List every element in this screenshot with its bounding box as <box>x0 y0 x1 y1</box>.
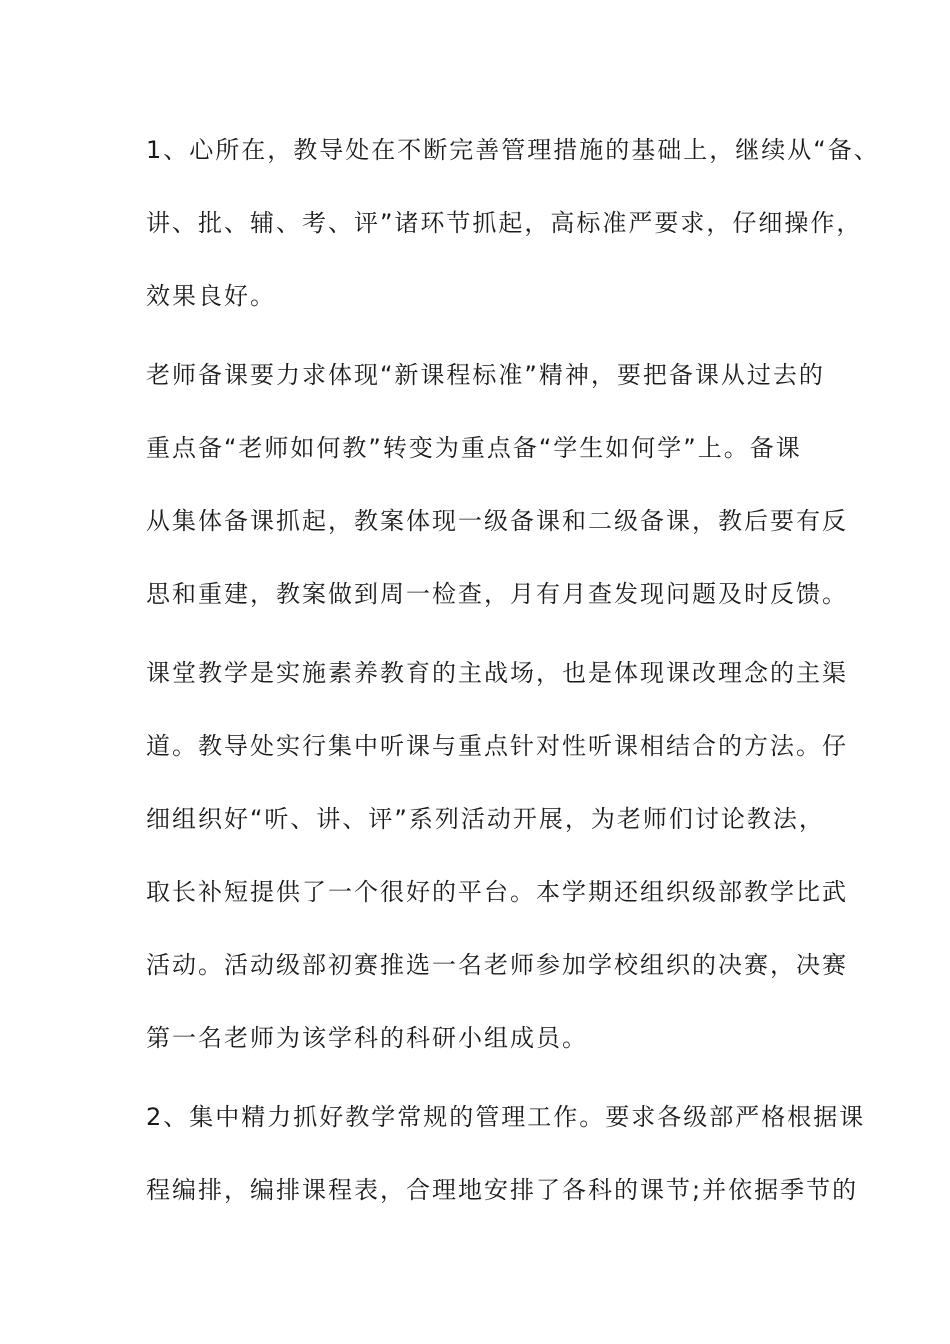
text-line: 老师备课要力求体现“新课程标准”精神，要把备课从过去的 <box>146 361 825 389</box>
text-line: 细组织好“听、讲、评”系列活动开展，为老师们讨论教法， <box>146 805 825 833</box>
text-line: 重点备“老师如何教”转变为重点备“学生如何学”上。备课 <box>146 434 802 462</box>
text-line: 课堂教学是实施素养教育的主战场，也是体现课改理念的主渠 <box>146 659 848 687</box>
text-line: 讲、批、辅、考、评”诸环节抓起，高标准严要求，仔细操作， <box>146 209 863 237</box>
text-line: 效果良好。 <box>146 282 276 310</box>
text-line: 第一名老师为该学科的科研小组成员。 <box>146 1024 588 1052</box>
text-line: 2、集中精力抓好教学常规的管理工作。要求各级部严格根据课 <box>146 1103 866 1131</box>
text-line: 道。教导处实行集中听课与重点针对性听课相结合的方法。仔 <box>146 732 848 760</box>
text-line: 从集体备课抓起，教案体现一级备课和二级备课，教后要有反 <box>146 507 848 535</box>
text-line: 1、心所在，教导处在不断完善管理措施的基础上，继续从“备、 <box>146 136 880 164</box>
text-line: 活动。活动级部初赛推选一名老师参加学校组织的决赛，决赛 <box>146 951 848 979</box>
text-line: 取长补短提供了一个很好的平台。本学期还组织级部教学比武 <box>146 878 848 906</box>
text-line: 程编排，编排课程表，合理地安排了各科的课节;并依据季节的 <box>146 1176 859 1204</box>
text-line: 思和重建，教案做到周一检查，月有月查发现问题及时反馈。 <box>146 580 848 608</box>
